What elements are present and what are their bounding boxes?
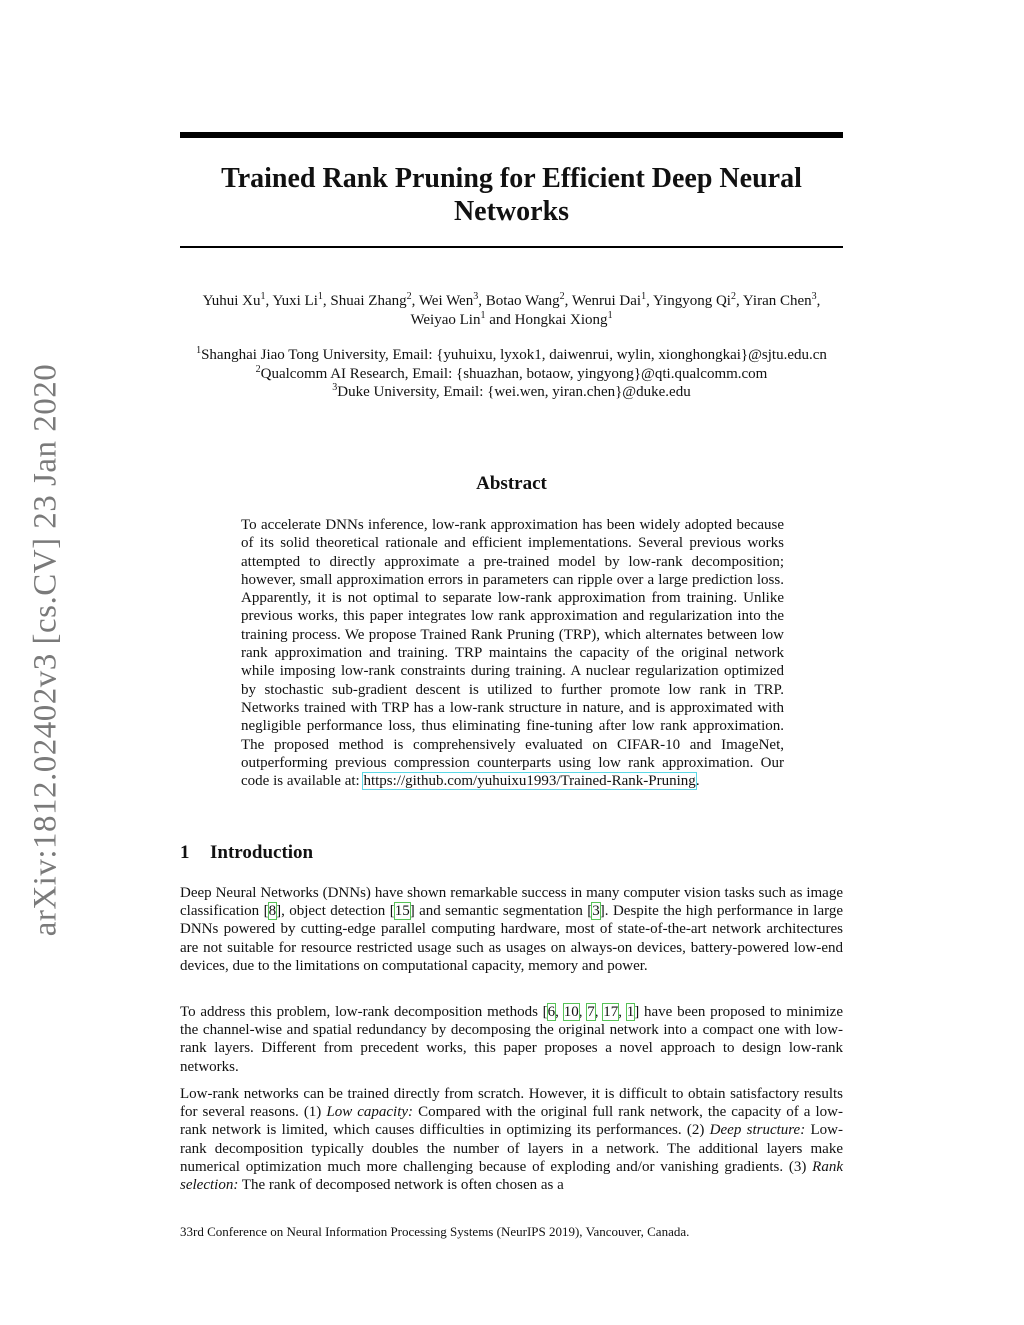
intro-paragraph-2: To address this problem, low-rank decomposition methods [6, 10, 7, 17, 1] have been proposed to minimize the channel-wise and spatial redundancy by decomposing the original network into a compact one with low-rank layers. Different from precedent works, this paper proposes a novel approach to design low-rank networks. bbox=[180, 1004, 843, 1075]
affiliation-3 bbox=[180, 383, 843, 402]
author-list: Yuhui Xu$^1$, Yuxi Li$^1$, Shuai Zhang$^2$, Wei Wen$^3$, Botao Wang$^2$, Wenrui Dai$^1$, Yingyong Qi$^2$, Yiran Chen$^3$, Weiyao Lin$^1$ and Hongkai Xiong$^1$ bbox=[202, 291, 821, 328]
abstract-body bbox=[241, 516, 784, 790]
paragraph-text: The rank of decomposed network is often chosen as a bbox=[238, 1177, 564, 1194]
author-name: Yuxi Li bbox=[272, 293, 318, 309]
paragraph-text: Low-rank networks can be trained directly from scratch. However, it is difficult to obtain satisfactory results for several reasons. (1) bbox=[180, 1086, 843, 1121]
author-name: Shuai Zhang bbox=[330, 293, 407, 309]
author-name: Hongkai Xiong bbox=[514, 312, 608, 328]
top-rule bbox=[180, 132, 843, 138]
author-name: Yiran Chen bbox=[742, 293, 812, 309]
author-affiliation-mark: 2 bbox=[730, 291, 736, 302]
affiliation-mark: 1 bbox=[196, 345, 202, 356]
intro-paragraph-3 bbox=[180, 1085, 843, 1194]
author-affiliation-mark: 2 bbox=[559, 291, 565, 302]
author-name: Botao Wang bbox=[485, 293, 560, 309]
abstract-heading: Abstract bbox=[476, 473, 547, 494]
author-affiliation-mark: 1 bbox=[480, 310, 486, 321]
citation-link[interactable]: 17 bbox=[603, 1004, 619, 1020]
abstract-text: To accelerate DNNs inference, low-rank approximation has been widely adopted because of its solid theoretical rationale and efficient implementations. Several previous works attempted to directly approximate a pre-trained model by low-rank decomposition; however, small approximation errors in parameters can ripple over a large prediction loss. Apparently, it is not optimal to separate low-rank approximation from training. Unlike previous works, this paper integrates low rank approximation and regularization into the training process. We propose Trained Rank Pruning (TRP), which alternates between low rank approximation and training. TRP maintains the capacity of the original network while imposing low-rank constraints during training. A nuclear regularization optimized by stochastic sub-gradient descent is utilized to further promote low rank in TRP. Networks trained with TRP has a low-rank structure in nature, and is approximated with negligible performance loss, thus eliminating fine-tuning after low rank approximation. The proposed method is comprehensively evaluated on CIFAR-10 and ImageNet, outperforming previous compression counterparts using low rank approximation. Our code is available at: bbox=[241, 517, 784, 790]
paragraph-text: Low-rank decomposition typically doubles the number of layers in a network. The additional layers make numerical optimization much more challenging because of exploding and/or vanishing gradients. (3) bbox=[180, 1122, 843, 1175]
intro-paragraph-1: Deep Neural Networks (DNNs) have shown remarkable success in many computer vision tasks such as image classification [8], object detection [15] and semantic segmentation [3]. Despite the high performance in large DNNs powered by cutting-edge parallel computing hardware, most of state-of-the-art network architectures are not suitable for resource restricted usage such as usages on always-on devices, battery-powered low-end devices, due to the limitations on computational capacity, memory and power. bbox=[180, 885, 843, 974]
author-name: Wenrui Dai bbox=[571, 293, 642, 309]
citation-link[interactable]: 1 bbox=[626, 1004, 635, 1020]
author-affiliation-mark: 1 bbox=[641, 291, 647, 302]
paragraph-text: Deep Neural Networks (DNNs) have shown remarkable success in many computer vision tasks such as image classification bbox=[180, 885, 843, 920]
conference-footnote: 33rd Conference on Neural Information Processing Systems (NeurIPS 2019), Vancouver, Canada. bbox=[180, 1224, 690, 1239]
abstract-end: . bbox=[695, 773, 700, 790]
author-name: Wei Wen bbox=[418, 293, 474, 309]
author-affiliation-mark: 2 bbox=[406, 291, 412, 302]
paragraph-text: ] have been proposed to minimize the channel-wise and spatial redundancy by decomposing the original network into a compact one with low-rank layers. Different from precedent works, this paper proposes a novel approach to design low-rank networks. bbox=[180, 1004, 843, 1075]
emphasis-text: Rank selection: bbox=[180, 1158, 843, 1194]
author-affiliation-mark: 1 bbox=[317, 291, 323, 302]
author-affiliation-mark: 1 bbox=[607, 310, 613, 321]
emphasis-text: Low capacity: bbox=[326, 1104, 414, 1121]
affiliation-2 bbox=[180, 365, 843, 384]
emphasis-text: Deep structure: bbox=[709, 1122, 806, 1139]
paragraph-text: and semantic segmentation bbox=[414, 903, 588, 920]
citation-link[interactable]: 7 bbox=[587, 1004, 595, 1020]
affiliation-1 bbox=[180, 346, 843, 365]
section-number: 1 bbox=[180, 842, 190, 863]
author-name: Yingyong Qi bbox=[653, 293, 731, 309]
arxiv-sidebar bbox=[24, 360, 68, 940]
author-affiliation-mark: 3 bbox=[811, 291, 817, 302]
author-affiliation-mark: 3 bbox=[473, 291, 479, 302]
author-name: Yuhui Xu bbox=[202, 293, 261, 309]
affiliation-mark: 2 bbox=[255, 363, 261, 375]
paragraph-text: . Despite the high performance in large DNNs powered by cutting-edge parallel computing hardware, most of state-of-the-art network architectures are not suitable for resource restricted usage such as usages on always-on devices, battery-powered low-end devices, due to the limitations on computational capacity, memory and power. bbox=[180, 903, 843, 974]
paragraph-text: , object detection bbox=[281, 903, 390, 920]
affiliation-list bbox=[180, 346, 843, 402]
citation-link[interactable]: 15 bbox=[394, 903, 410, 920]
paper-title: Trained Rank Pruning for Efficient Deep Neural Networks bbox=[221, 163, 802, 227]
affiliation-mark: 3 bbox=[332, 382, 338, 393]
author-affiliation-mark: 1 bbox=[260, 291, 266, 302]
paragraph-text: To address this problem, low-rank decomposition methods [ bbox=[180, 1004, 548, 1020]
affiliation-text: Duke University, Email: {wei.wen, yiran.chen}@duke.edu bbox=[337, 384, 691, 400]
section-title: Introduction bbox=[210, 842, 314, 863]
title-rule bbox=[180, 246, 843, 248]
citation-link[interactable]: 8 bbox=[268, 903, 277, 920]
arxiv-identifier: arXiv:1812.02402v3 [cs.CV] 23 Jan 2020 bbox=[27, 363, 64, 937]
code-repository-link[interactable]: https://github.com/yuhuixu1993/Trained-Rank-Pruning bbox=[363, 773, 696, 790]
affiliation-text: Shanghai Jiao Tong University, Email: {yuhuixu, lyxok1, daiwenrui, wylin, xionghongkai}@sjtu.edu.cn bbox=[201, 347, 827, 363]
citation-link[interactable]: 3 bbox=[592, 903, 600, 920]
citation-link[interactable]: 10 bbox=[563, 1004, 579, 1020]
citation-link[interactable]: 6 bbox=[547, 1004, 556, 1020]
section-heading-introduction bbox=[180, 842, 313, 864]
paragraph-text: Compared with the original full rank network, the capacity of a low-rank network is limited, which causes difficulties in optimizing its performances. (2) bbox=[180, 1104, 843, 1139]
author-name: Weiyao Lin bbox=[410, 312, 481, 328]
affiliation-text: Qualcomm AI Research, Email: {shuazhan, botaow, yingyong}@qti.qualcomm.com bbox=[260, 365, 768, 382]
